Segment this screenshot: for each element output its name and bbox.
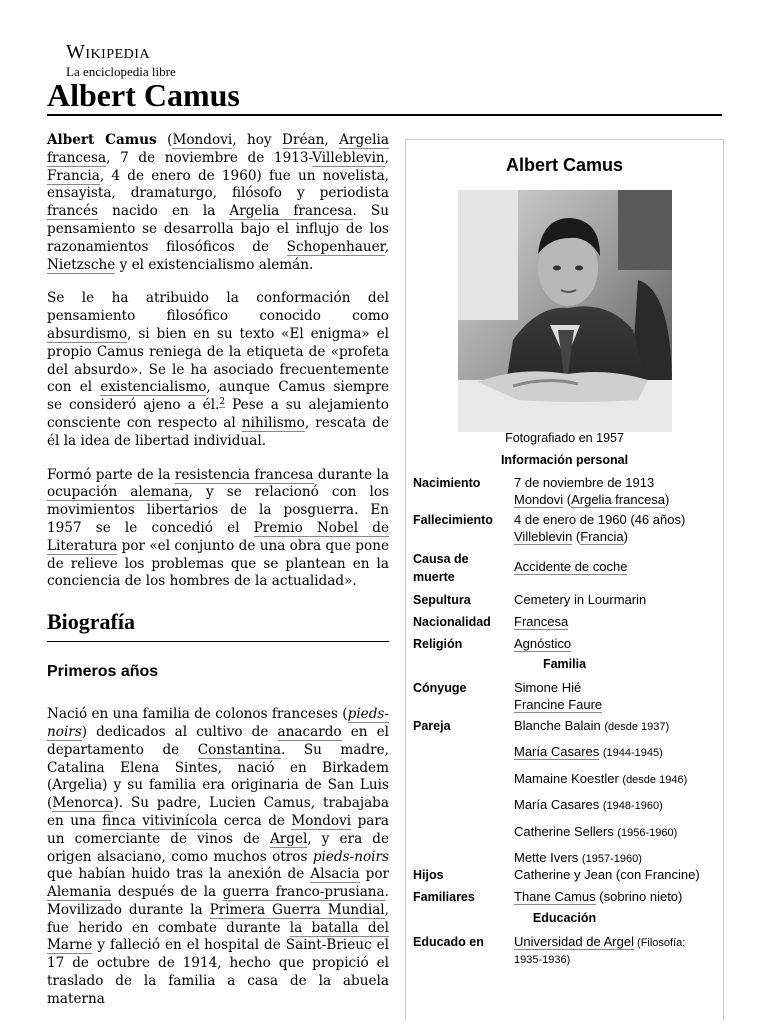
label-nacimiento: Nacimiento	[413, 476, 481, 490]
partner-item	[514, 770, 718, 789]
value-hijos: Catherine y Jean (con Francine)	[514, 867, 700, 882]
value-nacimiento: 7 de noviembre de 1913 Mondovi (Argelia francesa)	[514, 475, 670, 507]
link-menorca[interactable]: Menorca	[52, 795, 114, 812]
logo-wordmark: Wikipedia	[66, 41, 151, 63]
link-thane-camus[interactable]: Thane Camus	[514, 889, 596, 904]
intro-paragraph-2: Se le ha atribuido la conformación del pensamiento filosófico conocido como absurdismo, si bien en su texto «El enigma» el propio Camus reniega de la etiqueta de «profeta del absurdo». Se le ha asociado frecuentemente con el existencialismo, aunque Camus siempre se consideró ajeno a él.$^2$ Pese a su alejamiento consciente con respecto al nihilismo, rescata de él la idea de libertad individual.	[47, 290, 389, 449]
partner-item	[514, 823, 718, 842]
infobox: Albert Camus Fotografiado en 1957 Información personal Nacimiento 7 de noviembre de 1913 Mondovi (Argelia francesa) Fallecimiento 4 de enero de 1960 (46 años) Villeblevin (Francia) Causa de muerte Accidente de coche Sepultura Cemetery in Lourmarin Nacionalidad Francesa Religión Agnóstico Familia Cónyuge Simone Hié Francine Faure Pareja Blanche Balain (desde 1937) María Casares (1944-1945) Mamaine Koestler (desde 1946) María Casares (1948-1960) Catherine Sellers (1956-1960) Mette Ivers (1957-1960) Hijos Catherine y Jean (con Francine) Familiares Thane Camus (sobrino nieto) Educación Educado en Universidad de Argel (Filosofía; 1935-1936)	[405, 139, 724, 1020]
label-sepultura: Sepultura	[413, 593, 471, 607]
article-body	[47, 132, 389, 1025]
section-familia: Familia	[542, 657, 587, 671]
link-frances[interactable]: francés	[47, 203, 99, 220]
label-fallecimiento: Fallecimiento	[413, 513, 493, 527]
label-familiares: Familiares	[413, 890, 475, 904]
link-villeblevin[interactable]: Villeblevin	[312, 149, 385, 166]
link-drean[interactable]: Dréan	[282, 132, 325, 148]
footnote-2[interactable]: 2	[219, 396, 226, 407]
section-divider	[47, 641, 389, 642]
subject-name: Albert Camus	[47, 132, 157, 148]
partner-years: (1948-1960)	[602, 800, 663, 813]
link-nietzsche[interactable]: Nietzsche	[47, 256, 116, 273]
link-ocupacion-alemana[interactable]: ocupación alemana	[47, 484, 189, 501]
partner-name: Mamaine Koestler	[514, 770, 619, 786]
subsection-heading-primeros-anos: Primeros años	[47, 663, 159, 681]
wikipedia-logo[interactable]	[66, 42, 186, 80]
infobox-title: Albert Camus	[505, 155, 624, 175]
label-religion: Religión	[413, 637, 463, 651]
link-pieds-noirs[interactable]: pieds-noirs	[47, 706, 389, 740]
link-constantina[interactable]: Constantina	[197, 741, 282, 758]
link-argel[interactable]: Argel	[269, 830, 308, 847]
label-nacionalidad: Nacionalidad	[413, 615, 491, 629]
partner-item	[514, 743, 718, 762]
page-title: Albert Camus	[47, 77, 240, 113]
link-anacardo[interactable]: anacardo	[277, 723, 342, 740]
link-mondovi[interactable]: Mondovi	[172, 132, 233, 148]
link-death-country[interactable]: Francia	[580, 529, 624, 544]
link-guerra-franco-prusiana[interactable]: guerra franco-prusiana	[222, 884, 385, 901]
partner-years: (desde 1946)	[622, 773, 688, 786]
link-argelia-francesa[interactable]: Argelia francesa	[47, 132, 389, 166]
link-schopenhauer[interactable]: Schopenhauer	[286, 238, 385, 255]
partner-years: (1956-1960)	[617, 826, 678, 839]
intro-paragraph-3: Formó parte de la resistencia francesa durante la ocupación alemana, y se relacionó con los movimientos libertarios de la posguerra. En 1957 se le concedió el Premio Nobel de Literatura por «el conjunto de una obra que pone de relieve los problemas que se plantean en la conciencia de los hombres de la actualidad».	[47, 466, 389, 590]
link-deathplace[interactable]: Villeblevin	[514, 529, 573, 544]
partner-name: María Casares	[514, 797, 600, 813]
label-causa-muerte: Causa de muerte	[413, 552, 469, 584]
biography-paragraph-1: Nació en una familia de colonos franceses (pieds-noirs) dedicados al cultivo de anacardo en el departamento de Constantina. Su madre, Catalina Elena Sintes, nació en Birkadem (Argelia) y su familia era originaria de San Luis (Menorca). Su padre, Lucien Camus, trabajaba en una finca vitivinícola cerca de Mondovi para un comerciante de vinos de Argel, y era de origen alsaciano, como muchos otros pieds-noirs que habían huido tras la anexión de Alsacia por Alemania después de la guerra franco-prusiana. Movilizado durante la Primera Guerra Mundial, fue herido en combate durante la batalla del Marne y falleció en el hospital de Saint-Brieuc el 17 de octubre de 1914, hecho que propició el traslado de la familia a casa de la abuela materna	[47, 706, 390, 1007]
label-educado-en: Educado en	[413, 935, 484, 949]
portrait-photo[interactable]	[458, 190, 672, 432]
link-francesa[interactable]: Francesa	[514, 614, 569, 629]
link-resistencia-francesa[interactable]: resistencia francesa	[174, 466, 314, 483]
partner-item	[514, 796, 718, 815]
partner-years: (desde 1937)	[604, 721, 670, 733]
link-francia[interactable]: Francia	[47, 167, 100, 184]
section-personal-info: Información personal	[500, 453, 629, 467]
link-absurdismo[interactable]: absurdismo	[47, 325, 128, 342]
link-nihilismo[interactable]: nihilismo	[241, 414, 305, 431]
link-batalla-del-marne[interactable]: la batalla del Marne	[47, 919, 389, 954]
link-birth-country[interactable]: Argelia francesa	[571, 492, 666, 507]
link-spouse-2[interactable]: Francine Faure	[514, 697, 603, 712]
value-sepultura: Cemetery in Lourmarin	[514, 592, 647, 607]
link-accidente[interactable]: Accidente de coche	[514, 559, 628, 574]
label-hijos: Hijos	[413, 868, 444, 882]
section-educacion: Educación	[532, 911, 597, 925]
partner-years: (1957-1960)	[581, 852, 642, 865]
partner-name: Catherine Sellers	[514, 823, 614, 839]
link-alemania[interactable]: Alemania	[47, 884, 112, 901]
label-pareja: Pareja	[413, 719, 451, 733]
partner-name: Blanche Balain	[514, 718, 601, 733]
partner-name[interactable]: María Casares	[514, 744, 600, 760]
intro-paragraph-1: Albert Camus (Mondovi, hoy Dréan, Argelia francesa, 7 de noviembre de 1913-Villeblevin, Francia, 4 de enero de 1960) fue un novelista, ensayista, dramaturgo, filósofo y periodista francés nacido en la Argelia francesa. Su pensamiento se desarrolla bajo el influjo de los razonamientos filosóficos de Schopenhauer, Nietzsche y el existencialismo alemán.	[47, 132, 389, 273]
value-fallecimiento: 4 de enero de 1960 (46 años) Villeblevin (Francia)	[514, 512, 686, 544]
photo-caption: Fotografiado en 1957	[505, 431, 624, 445]
link-birthplace[interactable]: Mondovi	[514, 492, 564, 507]
partner-years: (1944-1945)	[602, 747, 663, 760]
section-heading-biografia: Biografía	[47, 609, 135, 635]
link-alsacia[interactable]: Alsacia	[310, 866, 360, 883]
partner-item	[514, 717, 718, 736]
partner-list	[514, 717, 718, 868]
spouse-1: Simone Hié	[514, 680, 582, 695]
link-argelia-francesa-2[interactable]: Argelia francesa	[229, 203, 353, 220]
portrait-photo-illustration	[458, 190, 672, 432]
link-primera-guerra-mundial[interactable]: Primera Guerra Mundial	[209, 901, 385, 918]
link-finca-vitivinicola[interactable]: finca vitivinícola	[102, 812, 218, 829]
link-mondovi-2[interactable]: Mondovi	[291, 812, 352, 829]
link-premio-nobel[interactable]: Premio Nobel de Literatura	[47, 519, 389, 554]
link-existencialismo[interactable]: existencialismo	[100, 379, 207, 396]
link-universidad-argel[interactable]: Universidad de Argel	[514, 934, 634, 949]
title-divider	[47, 114, 722, 116]
link-agnostico[interactable]: Agnóstico	[514, 636, 572, 651]
label-conyuge: Cónyuge	[413, 681, 467, 695]
logo-tagline: La enciclopedia libre	[66, 64, 176, 79]
partner-name: Mette Ivers	[514, 849, 579, 865]
